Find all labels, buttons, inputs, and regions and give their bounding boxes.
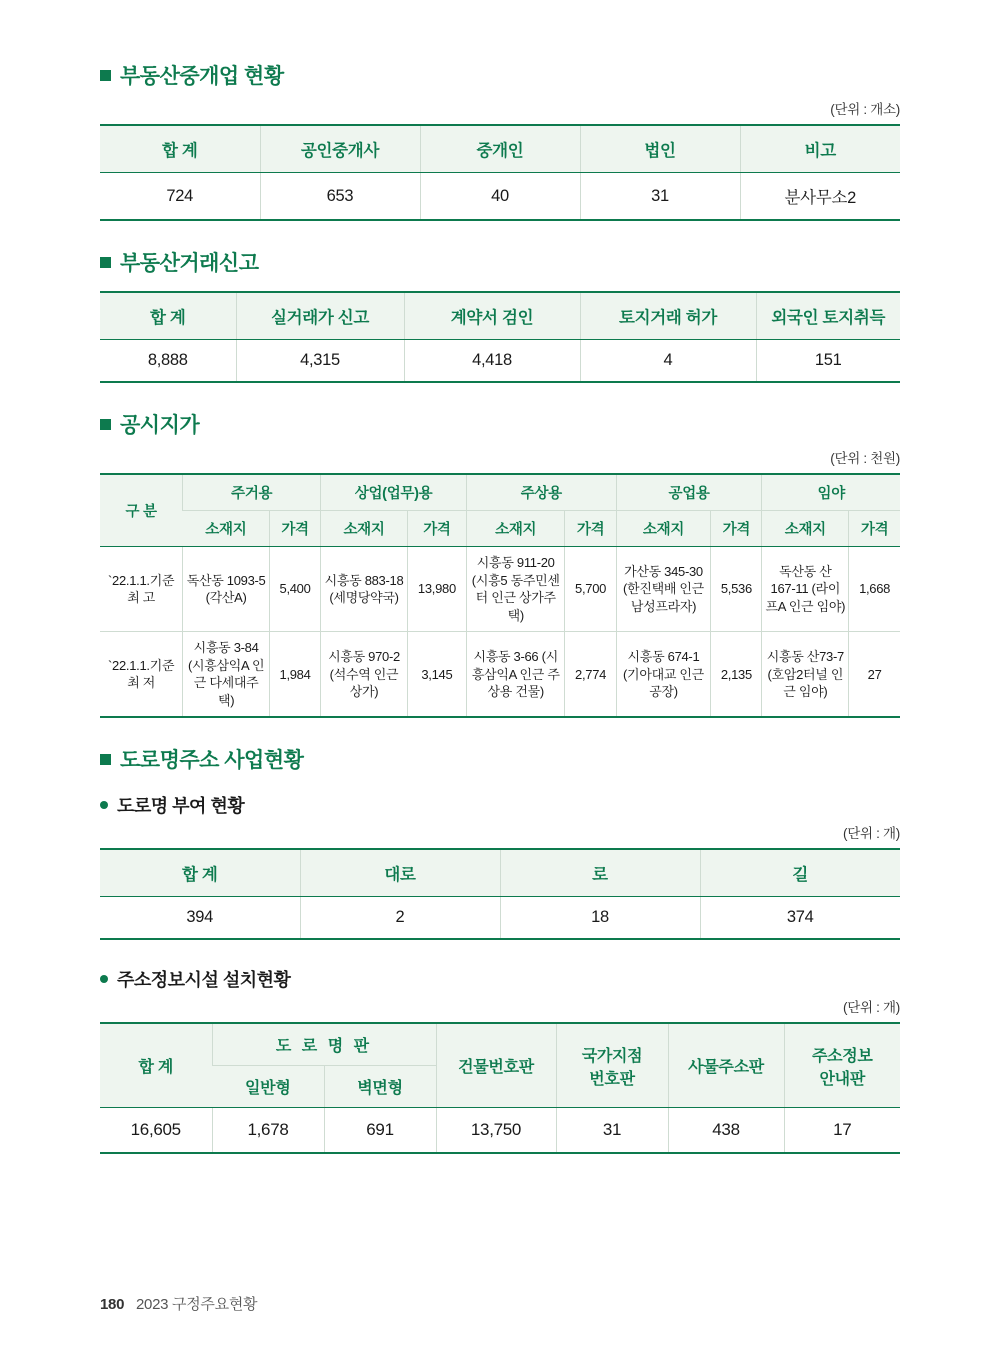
table-row: [100, 340, 900, 383]
table-header-row-sub: [100, 511, 900, 547]
col-group-header: 공업용: [616, 474, 762, 511]
table-landprice: [100, 473, 900, 718]
col-header-address-info: [784, 1023, 900, 1108]
subsection-title-facility: [100, 966, 900, 992]
cell: 16,605: [130, 1120, 181, 1140]
table-roadname-assign: [100, 848, 900, 940]
cell: 13,980: [407, 547, 466, 632]
cell: 5,700: [565, 547, 616, 632]
cell: 4,418: [404, 340, 580, 383]
section-title-roadname: [100, 744, 900, 774]
section-brokerage: [100, 60, 900, 221]
cell: 시흥동 883-18 (세명당약국): [321, 547, 408, 632]
square-bullet-icon: [100, 419, 111, 430]
col-group-header: 주상용: [466, 474, 616, 511]
col-subheader-price: 가격: [711, 511, 762, 547]
cell: 4,315: [236, 340, 404, 383]
cell: 31: [580, 173, 740, 221]
unit-note-assign: (단위 : 개): [843, 826, 900, 842]
table-row: [100, 173, 900, 221]
cell: 438: [668, 1108, 784, 1154]
col-subheader-price: 가격: [269, 511, 320, 547]
cell: 18: [500, 897, 700, 940]
col-header-building-number: 건물번호판: [436, 1023, 556, 1108]
subsection-title-text: 도로명 부여 현황: [117, 796, 245, 817]
col-header: 대로: [300, 849, 500, 897]
unit-note-landprice: (단위 : 천원): [830, 451, 900, 466]
cell: 3,145: [407, 632, 466, 718]
col-group-header-roadsign: [212, 1023, 436, 1066]
section-title-landprice: [100, 409, 900, 439]
col-header: 길: [700, 849, 900, 897]
col-subheader-location: 소재지: [466, 511, 565, 547]
cell: 시흥동 3-66 (시흥삼익A 인근 주상용 건물): [466, 632, 565, 718]
table-transaction: [100, 291, 900, 383]
row-header-line1: `22.1.1.기준: [108, 572, 175, 588]
cell: 31: [556, 1108, 668, 1154]
square-bullet-icon: [100, 754, 111, 765]
section-landprice: [100, 409, 900, 718]
cell: 독산동 1093-5 (각산A): [183, 547, 270, 632]
col-subheader-price: 가격: [407, 511, 466, 547]
col-subheader-price: 가격: [565, 511, 616, 547]
section-title-text: 공시지가: [120, 414, 200, 437]
col-group-header: 상업(업무)용: [321, 474, 467, 511]
cell: 2,135: [711, 632, 762, 718]
cell: 시흥동 산73-7 (호암2터널 인근 임야): [762, 632, 849, 718]
table-row: [100, 547, 900, 632]
row-header: [100, 632, 183, 718]
page-number: 180: [100, 1296, 125, 1313]
col-header: 실거래가 신고: [236, 292, 404, 340]
col-header-division: 구 분: [100, 474, 183, 547]
table-row: [100, 1108, 900, 1154]
table-header-row-groups: [100, 1023, 900, 1066]
page-footer: [100, 1293, 257, 1314]
col-header-line1: 주소정보: [811, 1047, 873, 1065]
col-header: 계약서 검인: [404, 292, 580, 340]
cell: 394: [186, 908, 214, 927]
cell: 분사무소2: [740, 173, 900, 221]
footer-text: 2023 구정주요현황: [136, 1296, 258, 1313]
cell: 4: [580, 340, 756, 383]
table-row: [100, 897, 900, 940]
cell: 374: [700, 897, 900, 940]
col-group-header-text: 도 로 명 판: [275, 1038, 373, 1056]
col-subheader-general: 일반형: [212, 1066, 324, 1108]
col-header: 법인: [580, 125, 740, 173]
table-header-row: [100, 292, 900, 340]
col-header: 중개인: [420, 125, 580, 173]
col-group-header: 임야: [762, 474, 900, 511]
cell: 2: [300, 897, 500, 940]
cell: 독산동 산 167-11 (라이프A 인근 임야): [762, 547, 849, 632]
table-row: [100, 632, 900, 718]
row-header-line1: `22.1.1.기준: [108, 657, 175, 673]
col-subheader-location: 소재지: [616, 511, 711, 547]
cell: 13,750: [436, 1108, 556, 1154]
col-header: 외국인 토지취득: [756, 292, 900, 340]
cell: 시흥동 970-2 (석수역 인근 상가): [321, 632, 408, 718]
col-header: 합 계: [100, 849, 300, 897]
col-header: 합 계: [100, 292, 236, 340]
table-header-row-groups: [100, 474, 900, 511]
col-header-object-address: 사물주소판: [668, 1023, 784, 1108]
subsection-address-facility: [100, 966, 900, 1154]
col-header: 비고: [740, 125, 900, 173]
table-address-facility: [100, 1022, 900, 1154]
cell: 5,400: [269, 547, 320, 632]
col-header-line2: 안내판: [819, 1070, 865, 1088]
cell: 1,668: [849, 547, 900, 632]
cell: 691: [324, 1108, 436, 1154]
section-transaction: [100, 247, 900, 383]
section-title-transaction: [100, 247, 900, 277]
cell: 653: [260, 173, 420, 221]
cell: 5,536: [711, 547, 762, 632]
section-title-text: 도로명주소 사업현황: [120, 749, 304, 773]
cell: 17: [784, 1108, 900, 1154]
row-header-line2: 최 고: [127, 590, 156, 606]
unit-note-facility: (단위 : 개): [843, 1000, 900, 1016]
cell: 시흥동 3-84 (시흥삼익A 인근 다세대주택): [183, 632, 270, 718]
cell: 2,774: [565, 632, 616, 718]
section-title-text: 부동산거래신고: [120, 252, 259, 275]
col-subheader-price: 가격: [849, 511, 900, 547]
row-header-line2: 최 저: [127, 675, 156, 691]
col-header: 공인중개사: [260, 125, 420, 173]
cell: 시흥동 674-1 (기아대교 인근 공장): [616, 632, 711, 718]
subsection-title-text: 주소정보시설 설치현황: [117, 970, 291, 991]
unit-note-brokerage: (단위 : 개소): [830, 102, 900, 117]
cell: 151: [756, 340, 900, 383]
col-header: 로: [500, 849, 700, 897]
col-group-header: 주거용: [183, 474, 321, 511]
table-header-row: [100, 125, 900, 173]
cell: 시흥동 911-20 (시흥5 동주민센터 인근 상가주택): [466, 547, 565, 632]
table-brokerage: [100, 124, 900, 221]
cell: 1,678: [212, 1108, 324, 1154]
cell: 가산동 345-30 (한진택배 인근 남성프라자): [616, 547, 711, 632]
dot-bullet-icon: [100, 975, 108, 983]
table-header-row: [100, 849, 900, 897]
dot-bullet-icon: [100, 801, 108, 809]
subsection-title-assign: [100, 792, 900, 818]
row-header: [100, 547, 183, 632]
cell: 27: [849, 632, 900, 718]
col-subheader-location: 소재지: [762, 511, 849, 547]
col-header-line1: 국가지점: [581, 1047, 643, 1065]
section-title-text: 부동산중개업 현황: [120, 65, 284, 88]
col-header: 합 계: [100, 125, 260, 173]
col-header: 토지거래 허가: [580, 292, 756, 340]
cell: 1,984: [269, 632, 320, 718]
section-roadname: [100, 744, 900, 774]
subsection-roadname-assign: [100, 792, 900, 940]
square-bullet-icon: [100, 70, 111, 81]
col-subheader-wall: 벽면형: [324, 1066, 436, 1108]
col-subheader-location: 소재지: [183, 511, 270, 547]
col-header-line2: 번호판: [589, 1070, 635, 1088]
square-bullet-icon: [100, 257, 111, 268]
col-header-national-point: [556, 1023, 668, 1108]
cell: 724: [166, 186, 194, 205]
section-title-brokerage: [100, 60, 900, 90]
col-header-total: 합 계: [100, 1023, 212, 1108]
cell: 40: [420, 173, 580, 221]
col-subheader-location: 소재지: [321, 511, 408, 547]
cell: 8,888: [147, 351, 188, 369]
